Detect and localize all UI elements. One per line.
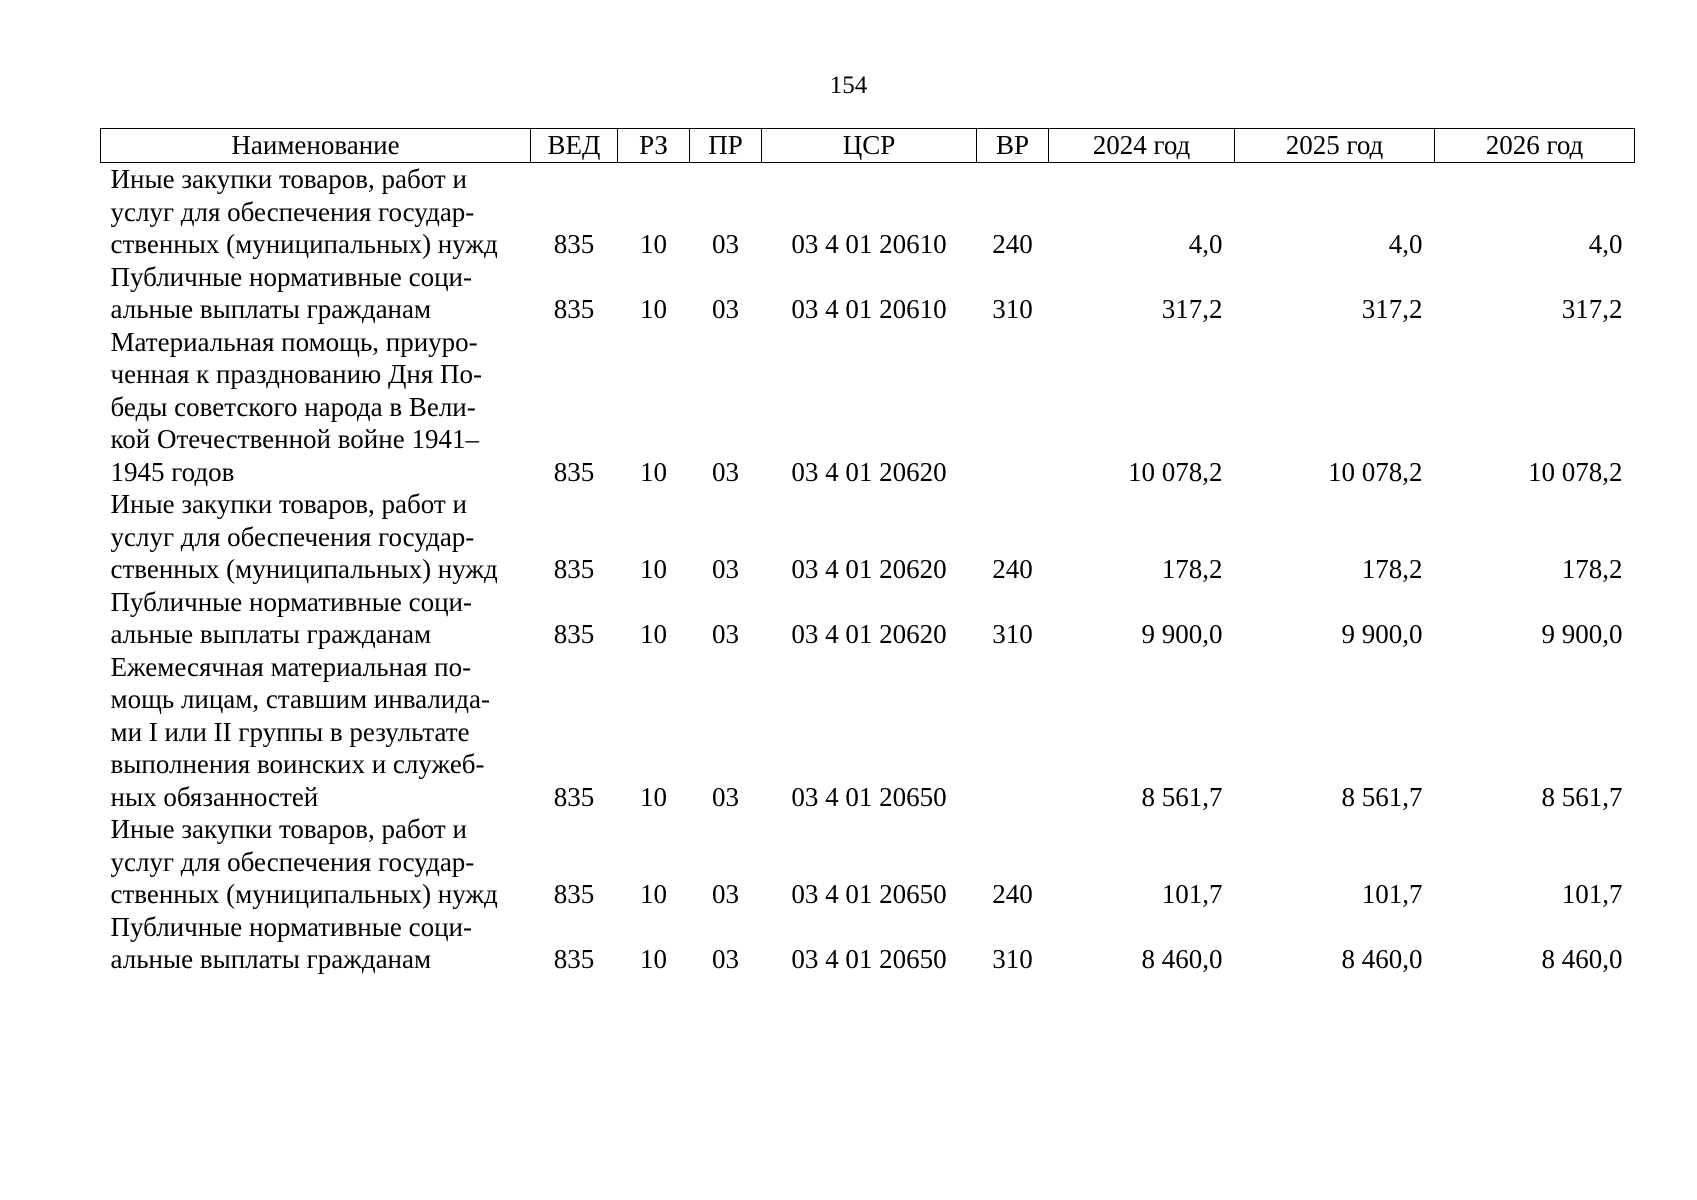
cell-name-line: ственных (муниципальных) нужд (110, 879, 498, 909)
cell-vr: 310 (992, 619, 1033, 649)
cell-ved: 835 (553, 229, 595, 259)
cell-vr (977, 326, 1049, 489)
cell-vr: 240 (992, 554, 1033, 584)
cell-2026: 317,2 (1561, 294, 1623, 324)
cell-name-line: Ежемесячная материальная по- (110, 651, 472, 682)
header-pr: ПР (690, 129, 762, 163)
cell-vr: 310 (992, 944, 1033, 974)
cell-name (101, 326, 531, 489)
cell-ved: 835 (553, 781, 595, 812)
cell-2026: 178,2 (1561, 554, 1623, 584)
table-row (101, 326, 1635, 489)
cell-name-line: Иные закупки товаров, работ и (110, 814, 467, 844)
cell-name-line: услуг для обеспечения государ- (110, 846, 475, 877)
cell-2025: 9 900,0 (1341, 619, 1423, 649)
cell-2025: 178,2 (1361, 554, 1423, 584)
cell-name (101, 651, 531, 814)
header-rz: РЗ (618, 129, 690, 163)
cell-2024: 317,2 (1161, 294, 1223, 324)
cell-name-line: ми I или II группы в результате (110, 716, 470, 747)
cell-vr: 240 (992, 879, 1033, 909)
header-2025: 2025 год (1235, 129, 1435, 163)
cell-rz: 10 (640, 554, 667, 584)
cell-pr: 03 (712, 229, 739, 259)
table-header-row (101, 129, 1635, 163)
cell-2025: 10 078,2 (1328, 456, 1423, 487)
cell-csr: 03 4 01 20650 (791, 879, 947, 909)
cell-name (101, 163, 531, 261)
table-row (101, 163, 1635, 261)
cell-csr: 03 4 01 20610 (791, 294, 947, 324)
cell-name (101, 911, 531, 976)
cell-pr: 03 (712, 781, 739, 812)
cell-2025: 8 460,0 (1341, 944, 1423, 974)
cell-pr: 03 (712, 294, 739, 324)
header-2024: 2024 год (1049, 129, 1235, 163)
cell-name-line: беды советского народа в Вели- (110, 391, 476, 422)
cell-rz: 10 (640, 294, 667, 324)
cell-2024: 4,0 (1188, 229, 1223, 259)
cell-name-line: альные выплаты гражданам (110, 294, 432, 324)
cell-pr: 03 (712, 879, 739, 909)
cell-2025: 4,0 (1388, 229, 1423, 259)
table-row (101, 651, 1635, 814)
cell-name-line: 1945 годов (110, 456, 235, 487)
cell-2024: 10 078,2 (1128, 456, 1223, 487)
cell-ved: 835 (553, 554, 595, 584)
cell-csr: 03 4 01 20650 (791, 781, 947, 812)
cell-csr: 03 4 01 20620 (791, 619, 947, 649)
cell-rz: 10 (640, 879, 667, 909)
cell-ved: 835 (553, 944, 595, 974)
cell-2026: 8 561,7 (1541, 781, 1623, 812)
cell-csr: 03 4 01 20620 (791, 456, 947, 487)
header-name: Наименование (101, 129, 531, 163)
cell-2026: 9 900,0 (1541, 619, 1623, 649)
header-ved: ВЕД (531, 129, 618, 163)
cell-name-line: мощь лицам, ставшим инвалида- (110, 684, 490, 714)
cell-csr: 03 4 01 20620 (791, 554, 947, 584)
cell-name-line: выполнения воинских и служеб- (110, 749, 485, 779)
header-vr: ВР (977, 129, 1049, 163)
cell-vr (977, 651, 1049, 814)
table-row (101, 261, 1635, 326)
cell-pr: 03 (712, 944, 739, 974)
cell-name (101, 813, 531, 911)
cell-2025: 317,2 (1361, 294, 1423, 324)
cell-name (101, 261, 531, 326)
cell-name-line: ственных (муниципальных) нужд (110, 554, 498, 584)
cell-pr: 03 (712, 619, 739, 649)
cell-name (101, 488, 531, 586)
cell-2024: 178,2 (1161, 554, 1223, 584)
header-csr: ЦСР (762, 129, 977, 163)
cell-rz: 10 (640, 619, 667, 649)
cell-2024: 9 900,0 (1141, 619, 1223, 649)
cell-name-line: услуг для обеспечения государ- (110, 521, 475, 552)
cell-name-line: Публичные нормативные соци- (110, 911, 472, 942)
table-row (101, 911, 1635, 976)
table-row (101, 813, 1635, 911)
cell-2025: 8 561,7 (1341, 781, 1423, 812)
cell-2024: 8 561,7 (1141, 781, 1223, 812)
cell-ved: 835 (553, 879, 595, 909)
table-row (101, 488, 1635, 586)
cell-2026: 4,0 (1588, 229, 1623, 259)
cell-name-line: альные выплаты гражданам (110, 944, 432, 974)
cell-rz: 10 (640, 944, 667, 974)
cell-name-line: Материальная помощь, приуро- (110, 326, 478, 357)
cell-name-line: кой Отечественной войне 1941– (110, 424, 479, 454)
cell-name (101, 586, 531, 651)
cell-name-line: Иные закупки товаров, работ и (110, 489, 467, 519)
table-row (101, 586, 1635, 651)
cell-vr: 240 (992, 229, 1033, 259)
budget-table (100, 128, 1635, 976)
cell-rz: 10 (640, 456, 667, 487)
cell-vr: 310 (992, 294, 1033, 324)
cell-name-line: ных обязанностей (110, 781, 319, 812)
page-number: 154 (829, 72, 868, 99)
cell-2026: 10 078,2 (1528, 456, 1623, 487)
cell-rz: 10 (640, 781, 667, 812)
cell-name-line: ченная к празднованию Дня По- (110, 359, 483, 389)
cell-rz: 10 (640, 229, 667, 259)
cell-csr: 03 4 01 20650 (791, 944, 947, 974)
cell-name-line: Публичные нормативные соци- (110, 586, 472, 617)
cell-2026: 8 460,0 (1541, 944, 1623, 974)
cell-name-line: Иные закупки товаров, работ и (110, 164, 467, 194)
cell-ved: 835 (553, 619, 595, 649)
cell-pr: 03 (712, 456, 739, 487)
cell-pr: 03 (712, 554, 739, 584)
cell-ved: 835 (553, 456, 595, 487)
table-body (101, 163, 1635, 976)
cell-name-line: Публичные нормативные соци- (110, 261, 472, 292)
cell-name-line: альные выплаты гражданам (110, 619, 432, 649)
cell-name-line: ственных (муниципальных) нужд (110, 229, 498, 259)
cell-2025: 101,7 (1361, 879, 1423, 909)
header-2026: 2026 год (1435, 129, 1635, 163)
cell-2026: 101,7 (1561, 879, 1623, 909)
cell-name-line: услуг для обеспечения государ- (110, 196, 475, 227)
cell-csr: 03 4 01 20610 (791, 229, 947, 259)
cell-ved: 835 (553, 294, 595, 324)
cell-2024: 8 460,0 (1141, 944, 1223, 974)
cell-2024: 101,7 (1161, 879, 1223, 909)
